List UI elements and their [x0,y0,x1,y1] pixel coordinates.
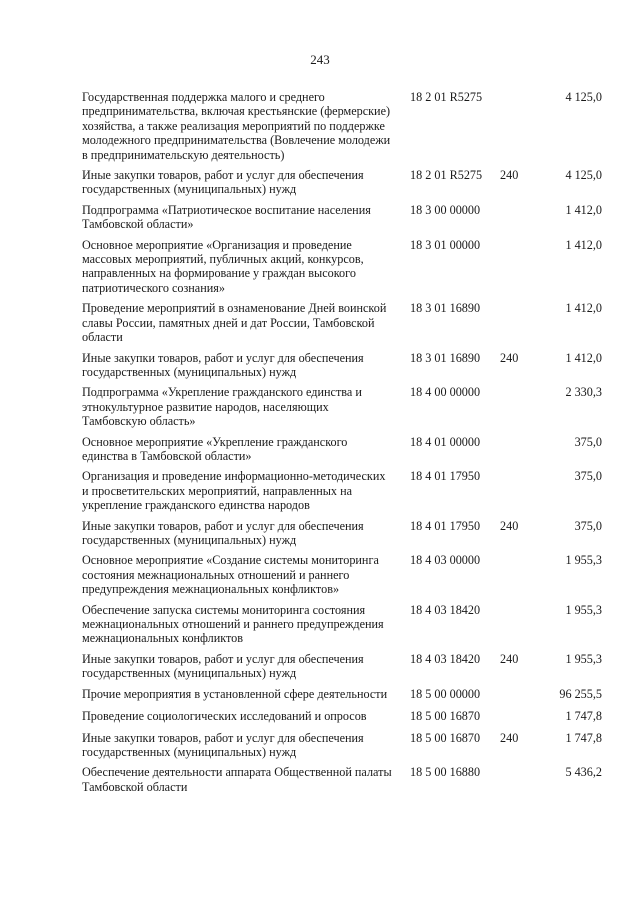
row-name: Подпрограмма «Укрепление гражданского единства и этнокультурное развитие народов, населяющих Тамбовскую область» [82,385,362,429]
row-amount: 1 747,8 [565,708,602,723]
table-row [0,731,640,760]
row-name: Обеспечение деятельности аппарата Общественной палаты Тамбовской области [82,765,392,794]
row-code: 18 3 01 16890 [410,301,481,316]
row-type: 240 [500,518,519,533]
table-row [0,168,640,197]
table-row [0,652,640,681]
row-name: Обеспечение запуска системы мониторинга состояния межнациональных отношений и раннего предупреждения межнациональных конфликтов [82,602,384,646]
row-amount: 4 125,0 [565,168,602,183]
table-row [0,435,640,464]
row-name: Иные закупки товаров, работ и услуг для обеспечения государственных (муниципальных) нужд [82,730,364,760]
row-name: Прочие мероприятия в установленной сфере деятельности [82,686,388,701]
row-name: Иные закупки товаров, работ и услуг для обеспечения государственных (муниципальных) нужд [82,350,364,379]
row-code: 18 3 01 00000 [410,237,481,252]
row-amount: 5 436,2 [565,765,602,780]
row-type: 240 [500,730,519,745]
row-code: 18 4 03 18420 [410,651,481,666]
page-number: 243 [310,52,330,67]
row-name: Проведение мероприятий в ознаменование Дней воинской славы России, памятных дней и дат России, Тамбовской области [82,301,387,345]
row-name: Основное мероприятие «Создание системы мониторинга состояния межнациональных отношений и раннего предупреждения межнациональных конфликтов» [82,553,379,597]
table-row [0,385,640,428]
row-name: Иные закупки товаров, работ и услуг для обеспечения государственных (муниципальных) нужд [82,518,364,547]
row-code: 18 2 01 R5275 [410,168,483,183]
row-amount: 375,0 [574,434,602,449]
budget-table [0,90,640,800]
row-name: Иные закупки товаров, работ и услуг для обеспечения государственных (муниципальных) нужд [82,651,364,681]
row-code: 18 5 00 00000 [410,686,481,701]
row-type: 240 [500,168,519,183]
table-row [0,553,640,596]
table-row [0,709,640,725]
table-row [0,687,640,703]
row-amount: 375,0 [574,469,602,484]
row-amount: 1 955,3 [565,651,602,666]
row-amount: 1 412,0 [565,237,602,252]
row-type: 240 [500,651,519,666]
table-row [0,603,640,646]
row-amount: 1 412,0 [565,350,602,365]
row-code: 18 3 01 16890 [410,350,481,365]
row-code: 18 5 00 16880 [410,765,481,780]
row-code: 18 4 00 00000 [410,385,481,400]
row-type: 240 [500,350,519,365]
row-code: 18 4 01 00000 [410,434,481,449]
row-code: 18 5 00 16870 [410,708,481,723]
row-name: Подпрограмма «Патриотическое воспитание населения Тамбовской области» [82,202,371,232]
table-row [0,765,640,794]
table-row [0,90,640,162]
row-code: 18 4 03 18420 [410,602,481,617]
row-amount: 1 412,0 [565,202,602,217]
table-row [0,238,640,296]
table-row [0,469,640,512]
row-code: 18 2 01 R5275 [410,90,483,104]
row-code: 18 4 01 17950 [410,518,481,533]
table-row [0,203,640,232]
table-row [0,301,640,344]
row-amount: 1 412,0 [565,301,602,316]
row-name: Организация и проведение информационно-методических и просветительских мероприятий, направленных на укрепление гражданского единства народов [82,469,386,513]
row-amount: 4 125,0 [565,90,602,104]
row-amount: 1 747,8 [565,730,602,745]
table-row [0,351,640,380]
row-amount: 96 255,5 [559,686,602,701]
row-code: 18 3 00 00000 [410,202,481,217]
row-amount: 1 955,3 [565,553,602,568]
row-name: Основное мероприятие «Укрепление гражданского единства в Тамбовской области» [82,434,348,463]
row-amount: 2 330,3 [565,385,602,400]
row-name: Проведение социологических исследований и опросов [82,708,367,723]
row-amount: 1 955,3 [565,602,602,617]
row-amount: 375,0 [574,518,602,533]
table-row [0,519,640,548]
row-code: 18 4 03 00000 [410,553,481,568]
row-code: 18 4 01 17950 [410,469,481,484]
row-code: 18 5 00 16870 [410,730,481,745]
row-name: Основное мероприятие «Организация и проведение массовых мероприятий, публичных акций, конкурсов, направленных на формирование у граждан высокого патриотического сознания» [82,237,364,295]
row-name: Иные закупки товаров, работ и услуг для обеспечения государственных (муниципальных) нужд [82,168,364,197]
row-name: Государственная поддержка малого и среднего предпринимательства, включая крестьянские (фермерские) хозяйства, а также реализация мероприятий по поддержке молодежного предпринимательства (Вовлечение молодежи в предпринимательскую деятельность) [82,90,391,162]
